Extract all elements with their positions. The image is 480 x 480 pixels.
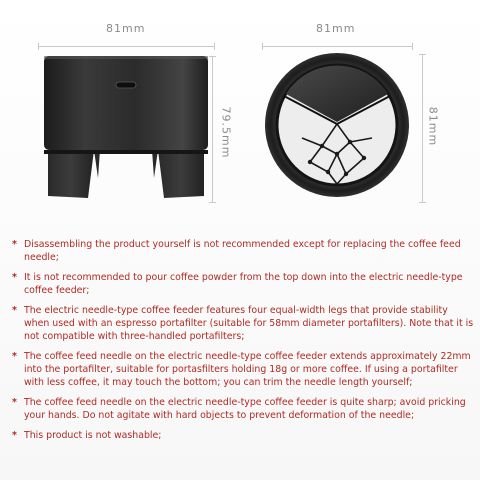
top-height-tick-top (419, 54, 426, 55)
note-text: The coffee feed needle on the electric needle-type coffee feeder extends approximately 22mm into the portafilter, suitable for portasfilters holding 18g or more coffee. If using a portafilter with less coffee, it may touch the bottom; you can trim the needle length yourself; (24, 351, 471, 388)
note-bullet: * (12, 397, 17, 408)
side-width-line (38, 46, 214, 47)
note-bullet: * (12, 305, 17, 316)
coffee-feeder-side-view-image (36, 50, 216, 210)
side-width-label: 81mm (106, 22, 146, 35)
top-height-tick-bottom (419, 202, 426, 203)
note-bullet: * (12, 430, 17, 441)
note-text: This product is not washable; (24, 430, 162, 441)
note-item (12, 238, 474, 264)
side-width-tick-left (38, 43, 39, 50)
note-bullet: * (12, 272, 17, 283)
note-bullet: * (12, 351, 17, 362)
note-item (12, 350, 474, 389)
note-item (12, 304, 474, 343)
note-bullet: * (12, 239, 17, 250)
note-text: It is not recommended to pour coffee powder from the top down into the electric needle-type coffee feeder; (24, 272, 463, 296)
note-item (12, 271, 474, 297)
top-height-line (422, 54, 423, 202)
side-width-tick-right (214, 43, 215, 50)
note-item (12, 429, 474, 442)
note-item (12, 396, 474, 422)
note-text: Disassembling the product yourself is not recommended except for replacing the coffee feed needle; (24, 239, 461, 263)
top-width-label: 81mm (316, 22, 356, 35)
notes-list (12, 238, 474, 449)
top-width-tick-right (412, 43, 413, 50)
note-text: The electric needle-type coffee feeder features four equal-width legs that provide stability when used with an espresso portafilter (suitable for 58mm diameter portafilters). Note that it is not compatible with three-handled portafilters; (24, 305, 474, 342)
top-width-line (262, 46, 412, 47)
note-text: The coffee feed needle on the electric needle-type coffee feeder is quite sharp; avoid pricking your hands. Do not agitate with hard objects to prevent deformation of the needle; (24, 397, 466, 421)
height-label: 79.5mm (219, 106, 233, 159)
coffee-feeder-top-view-image (262, 50, 412, 200)
top-height-label: 81mm (426, 106, 440, 147)
top-width-tick-left (262, 43, 263, 50)
